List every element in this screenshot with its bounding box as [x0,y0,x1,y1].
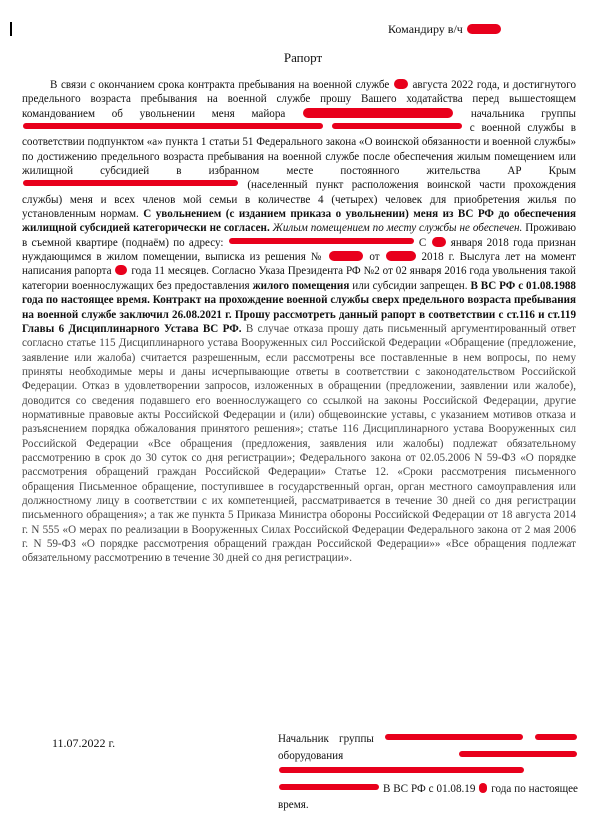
report-body [22,78,576,566]
redaction-mark [467,24,501,34]
body-text: (населенный пункт расположения воинской части прохождения службы) меня и всех членов мой семьи в количестве 4 (четырех) человек для приобретения жилья по установленным нормам. [22,179,576,221]
body-text: с военной службы в соответствии подпунктом «а» пункта 1 статьи 51 Федерального закона «О воинской обязанности и военной службы» по достижению предельного возраста пребывания на военной службе после обеспечения жилым помещением или жилищной субсидией в избранном месте постоянного жительства АР Крым [22,122,576,178]
redaction-mark [459,751,577,757]
body-text: или субсидии запрещен. [352,279,468,292]
redaction-mark [115,265,127,275]
body-text: В случае отказа прошу дать письменный аргументированный ответ согласно статье 115 Дисциплинарного устава Вооруженных сил Российской Федерации «Обращение (предложение, заявление или жалоба) считается разрешенным, если рассмотрены все поставленные в нем вопросы, по нему приняты необходимые меры и даны исчерпывающие ответы в соответствии с законодательством Российской Федерации. Отказ в удовлетворении запросов, изложенных в обращении (предложении, заявлении или жалобе), доводится со сведения подавшего его военнослужащего со ссылкой на законы Российской Федерации, другие нормативные правовые акты Российской Федерации и (или) общевоинские уставы, с указанием мотивов отказа и разъяснением порядка обжалования принятого решения»; статье 116 Дисциплинарного устава Вооруженных сил Российской Федерации «Все обращения (предложения, заявления или жалобы) подлежат обязательному рассмотрению в срок до 30 суток со дня регистрации»; Федерального закона от 02.05.2006 N 59-ФЗ «О порядке рассмотрения обращений граждан Российской Федерации» Статье 12. «Сроки рассмотрения письменного обращения Письменное обращение, поступившее в государственный орган, орган местного самоуправления или должностному лицу в соответствии с их компетенцией, рассматривается в течение 30 дней со дня регистрации письменного обращения»; а так же пункта 5 Приказа Министра обороны Российской Федерации от 18 августа 2014 г. N 555 «О мерах по реализации в Вооруженных Силах Российской Федерации Федерального закона от 2 мая 2006 г. N 59-ФЗ «О порядке рассмотрения обращений граждан Российской Федерации»» «Все обращения подлежат обязательному рассмотрению в течение 30 дней со дня регистрации». [22,322,577,565]
signature-text: В ВС РФ с 01.08.19 [382,782,476,795]
bold-statement: С увольнением (с изданием приказа о увольнении) меня из ВС РФ до обеспечения жилищной субсидией категорически не согласен. [22,208,576,235]
redaction-mark [479,783,487,793]
redaction-mark [535,734,577,740]
signature-block [278,731,578,814]
redaction-mark [23,123,323,129]
redaction-mark [394,79,408,89]
text-cursor [10,22,12,36]
addressee-label: Командиру в/ч [388,22,463,36]
italic-statement: Жилым помещением по месту службы не обеспечен. [272,222,523,235]
body-text: 2018 г. Выслуга лет на момент написания рапорта [22,251,576,278]
body-text: января 2018 года признан нуждающимся в жилом помещении, выписка из решения № [22,236,576,264]
redaction-mark [229,238,414,244]
redaction-mark [23,180,238,186]
body-text: начальника группы [470,107,577,120]
signature-text: Начальник группы [278,733,374,745]
body-text: года 11 месяцев. Согласно Указа Президента РФ №2 от 02 января 2016 года увольнения такой категории военнослужащих без предоставления [22,265,576,292]
body-text: августа 2022 года, и достигнутого предельного возраста пребывания на военной службе прошу Вашего ходатайства перед вышестоящем командованием об увольнении меня майора [22,79,576,120]
redaction-mark [303,108,453,118]
report-date: 11.07.2022 г. [52,736,116,750]
signature-text: года по настоящее время. [278,782,578,811]
redaction-mark [279,767,524,773]
redaction-mark [385,734,523,740]
redaction-mark [432,237,446,247]
body-text: С [418,236,427,249]
bold-phrase: жилого помещения [252,279,350,292]
document-title: Рапорт [283,50,323,65]
body-text: от [369,251,380,264]
body-text: В связи с окончанием срока контракта пребывания на военной службе [50,79,390,91]
redaction-mark [332,123,462,129]
main-paragraph [22,78,576,566]
redaction-mark [386,251,416,261]
redaction-mark [279,784,379,790]
bold-statement: В ВС РФ с 01.08.1988 года по настоящее время. Контракт на прохождение военной службы сверх предельного возраста пребывания на военной службе заключил 26.08.2021 г. Прошу рассмотреть данный рапорт в соответствии с ст.116 и ст.119 Главы 6 Дисциплинарного Устава ВС РФ. [22,279,576,335]
signature-text: оборудования [278,749,344,762]
body-text: Проживаю в съемной квартире (поднаём) по адресу: [22,222,576,249]
addressee [388,22,502,37]
redaction-mark [329,251,363,261]
